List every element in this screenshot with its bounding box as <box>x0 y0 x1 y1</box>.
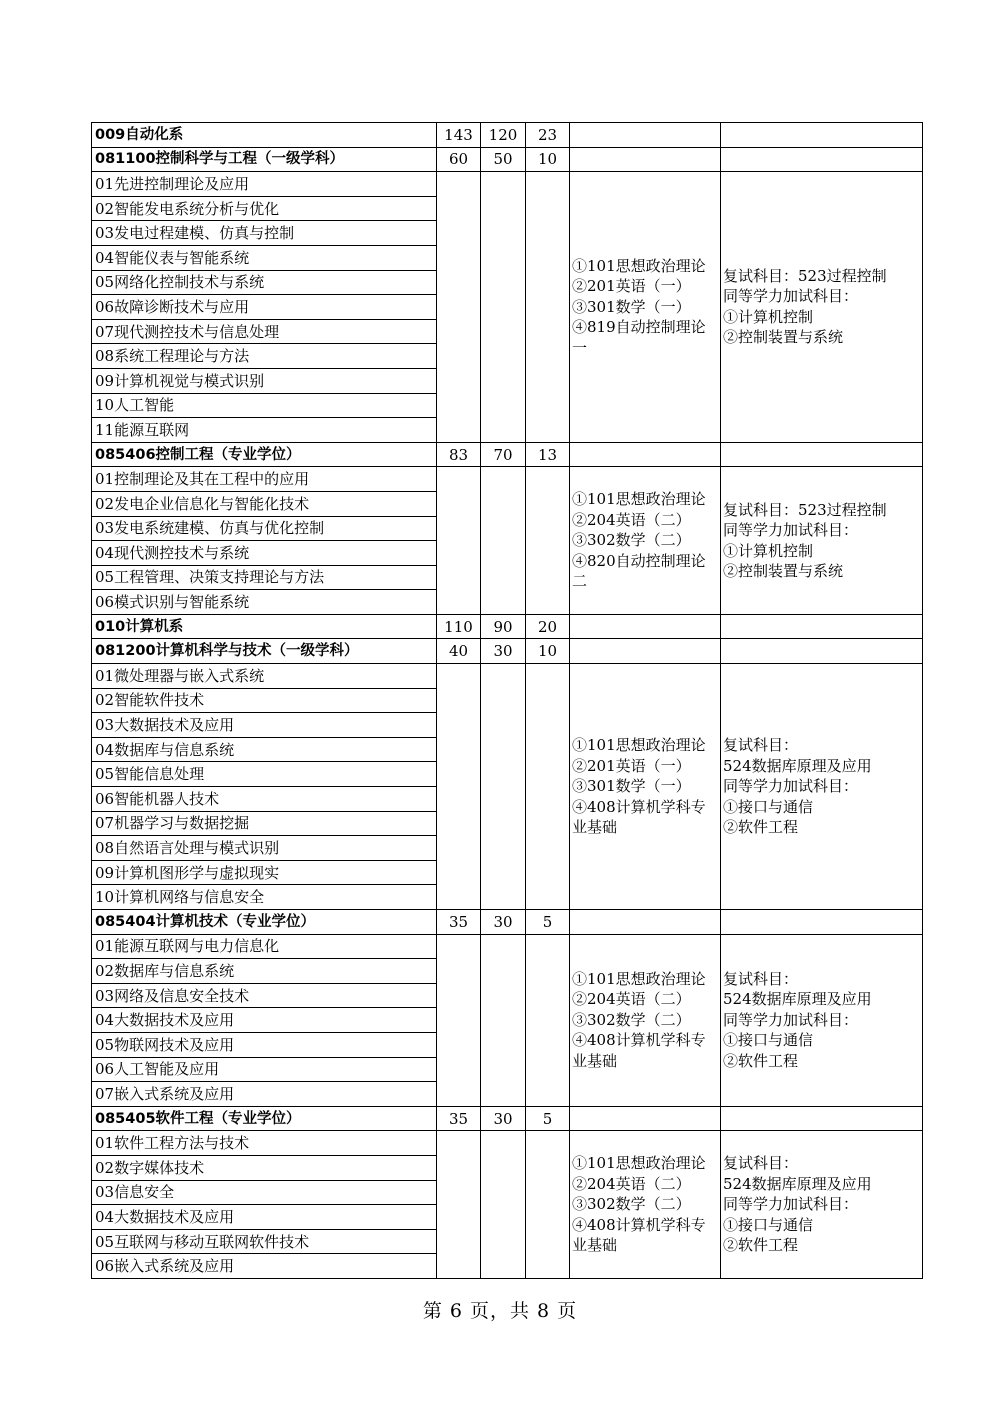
parttime-quota: 20 <box>526 614 570 639</box>
note-line: ②控制装置与系统 <box>723 562 844 581</box>
research-direction: 02发电企业信息化与智能化技术 <box>92 491 437 516</box>
research-direction: 02数据库与信息系统 <box>92 959 437 984</box>
exam-subject-line: ④819自动控制理论 <box>572 318 706 337</box>
exam-subject-line: ①101思想政治理论 <box>572 490 706 509</box>
research-direction: 05工程管理、决策支持理论与方法 <box>92 565 437 590</box>
exam-subjects <box>570 1131 721 1279</box>
major-title: 081200计算机科学与技术（一级学科） <box>92 639 437 664</box>
quota-spacer <box>481 934 526 1106</box>
exam-subjects <box>570 664 721 910</box>
department-row <box>92 123 923 148</box>
research-direction: 05网络化控制技术与系统 <box>92 270 437 295</box>
total-quota: 60 <box>437 147 481 172</box>
notes-cell-empty <box>721 639 923 664</box>
exam-cell-empty <box>570 442 721 467</box>
total-quota: 35 <box>437 910 481 935</box>
research-direction: 03发电系统建模、仿真与优化控制 <box>92 516 437 541</box>
research-direction: 01控制理论及其在工程中的应用 <box>92 467 437 492</box>
research-direction: 03信息安全 <box>92 1180 437 1205</box>
research-direction: 09计算机视觉与模式识别 <box>92 368 437 393</box>
note-line: 同等学力加试科目： <box>723 521 859 540</box>
note-line: 复试科目： <box>723 736 799 755</box>
total-quota: 35 <box>437 1106 481 1131</box>
research-direction: 04数据库与信息系统 <box>92 737 437 762</box>
research-direction: 02数字媒体技术 <box>92 1155 437 1180</box>
research-direction: 03发电过程建模、仿真与控制 <box>92 221 437 246</box>
major-row <box>92 639 923 664</box>
exam-subject-line: 二 <box>572 572 588 591</box>
note-line: ①接口与通信 <box>723 1031 814 1050</box>
exam-subject-line: ④408计算机学科专 <box>572 1031 706 1050</box>
research-direction: 11能源互联网 <box>92 418 437 443</box>
note-line: ②软件工程 <box>723 818 799 837</box>
note-line: 同等学力加试科目： <box>723 1010 859 1029</box>
research-direction: 06智能机器人技术 <box>92 787 437 812</box>
research-direction: 10计算机网络与信息安全 <box>92 885 437 910</box>
exam-cell-empty <box>570 910 721 935</box>
fulltime-quota: 30 <box>481 639 526 664</box>
major-title: 081100控制科学与工程（一级学科） <box>92 147 437 172</box>
notes-cell-empty <box>721 910 923 935</box>
quota-spacer <box>526 664 570 910</box>
quota-spacer <box>481 467 526 615</box>
research-direction: 01软件工程方法与技术 <box>92 1131 437 1156</box>
research-direction: 04大数据技术及应用 <box>92 1205 437 1230</box>
note-line: 同等学力加试科目： <box>723 777 859 796</box>
exam-subject-line: ②201英语（一） <box>572 277 691 296</box>
direction-row <box>92 1131 923 1156</box>
fulltime-quota: 70 <box>481 442 526 467</box>
note-line: 复试科目：523过程控制 <box>723 500 887 519</box>
admissions-table <box>91 122 923 1279</box>
exam-subject-line: ④408计算机学科专 <box>572 797 706 816</box>
page-footer: 第 6 页，共 8 页 <box>422 1300 578 1322</box>
exam-cell-empty <box>570 147 721 172</box>
research-direction: 10人工智能 <box>92 393 437 418</box>
note-line: ①接口与通信 <box>723 797 814 816</box>
exam-subject-line: ③302数学（二） <box>572 1010 691 1029</box>
quota-spacer <box>481 1131 526 1279</box>
research-direction: 08系统工程理论与方法 <box>92 344 437 369</box>
fulltime-quota: 30 <box>481 1106 526 1131</box>
notes-cell-empty <box>721 614 923 639</box>
research-direction: 03网络及信息安全技术 <box>92 983 437 1008</box>
research-direction: 06故障诊断技术与应用 <box>92 295 437 320</box>
fulltime-quota: 90 <box>481 614 526 639</box>
quota-spacer <box>526 467 570 615</box>
research-direction: 01先进控制理论及应用 <box>92 172 437 197</box>
exam-subject-line: ③302数学（二） <box>572 531 691 550</box>
note-line: ②控制装置与系统 <box>723 328 844 347</box>
major-row <box>92 147 923 172</box>
parttime-quota: 5 <box>526 910 570 935</box>
research-direction: 05物联网技术及应用 <box>92 1032 437 1057</box>
major-row <box>92 910 923 935</box>
retest-notes <box>721 172 923 443</box>
note-line: 同等学力加试科目： <box>723 1195 859 1214</box>
exam-subject-line: ③302数学（二） <box>572 1195 691 1214</box>
note-line: 复试科目： <box>723 1154 799 1173</box>
exam-cell-empty <box>570 123 721 148</box>
major-title: 085406控制工程（专业学位） <box>92 442 437 467</box>
quota-spacer <box>526 1131 570 1279</box>
parttime-quota: 10 <box>526 639 570 664</box>
fulltime-quota: 30 <box>481 910 526 935</box>
note-line: 复试科目：523过程控制 <box>723 266 887 285</box>
research-direction: 01能源互联网与电力信息化 <box>92 934 437 959</box>
department-title: 010计算机系 <box>92 614 437 639</box>
total-quota: 83 <box>437 442 481 467</box>
exam-cell-empty <box>570 1106 721 1131</box>
research-direction: 03大数据技术及应用 <box>92 713 437 738</box>
retest-notes <box>721 1131 923 1279</box>
exam-subject-line: 业基础 <box>572 1236 618 1255</box>
direction-row <box>92 467 923 492</box>
retest-notes <box>721 664 923 910</box>
retest-notes <box>721 467 923 615</box>
research-direction: 05互联网与移动互联网软件技术 <box>92 1229 437 1254</box>
major-row <box>92 442 923 467</box>
exam-subject-line: ③301数学（一） <box>572 297 691 316</box>
note-line: ①计算机控制 <box>723 541 814 560</box>
note-line: ①接口与通信 <box>723 1215 814 1234</box>
exam-subject-line: ④408计算机学科专 <box>572 1215 706 1234</box>
note-line: 524数据库原理及应用 <box>723 990 872 1009</box>
exam-subject-line: ②204英语（二） <box>572 1174 691 1193</box>
parttime-quota: 23 <box>526 123 570 148</box>
quota-spacer <box>437 934 481 1106</box>
research-direction: 06人工智能及应用 <box>92 1057 437 1082</box>
exam-subject-line: 业基础 <box>572 1051 618 1070</box>
research-direction: 07嵌入式系统及应用 <box>92 1082 437 1107</box>
research-direction: 06嵌入式系统及应用 <box>92 1254 437 1279</box>
note-line: 复试科目： <box>723 969 799 988</box>
exam-subject-line: ②201英语（一） <box>572 756 691 775</box>
research-direction: 09计算机图形学与虚拟现实 <box>92 860 437 885</box>
research-direction: 02智能软件技术 <box>92 688 437 713</box>
quota-spacer <box>437 1131 481 1279</box>
exam-subject-line: 业基础 <box>572 818 618 837</box>
direction-row <box>92 934 923 959</box>
note-line: ②软件工程 <box>723 1236 799 1255</box>
note-line: ①计算机控制 <box>723 307 814 326</box>
research-direction: 06模式识别与智能系统 <box>92 590 437 615</box>
direction-row <box>92 664 923 689</box>
fulltime-quota: 50 <box>481 147 526 172</box>
research-direction: 05智能信息处理 <box>92 762 437 787</box>
research-direction: 01微处理器与嵌入式系统 <box>92 664 437 689</box>
exam-cell-empty <box>570 614 721 639</box>
notes-cell-empty <box>721 442 923 467</box>
exam-subject-line: ①101思想政治理论 <box>572 256 706 275</box>
exam-subject-line: ①101思想政治理论 <box>572 969 706 988</box>
note-line: 524数据库原理及应用 <box>723 1174 872 1193</box>
notes-cell-empty <box>721 123 923 148</box>
total-quota: 143 <box>437 123 481 148</box>
major-title: 085404计算机技术（专业学位） <box>92 910 437 935</box>
exam-cell-empty <box>570 639 721 664</box>
exam-subject-line: ②204英语（二） <box>572 990 691 1009</box>
department-row <box>92 614 923 639</box>
quota-spacer <box>437 467 481 615</box>
research-direction: 07机器学习与数据挖掘 <box>92 811 437 836</box>
notes-cell-empty <box>721 1106 923 1131</box>
exam-subject-line: ④820自动控制理论 <box>572 551 706 570</box>
department-title: 009自动化系 <box>92 123 437 148</box>
research-direction: 08自然语言处理与模式识别 <box>92 836 437 861</box>
exam-subjects <box>570 172 721 443</box>
research-direction: 04大数据技术及应用 <box>92 1008 437 1033</box>
total-quota: 40 <box>437 639 481 664</box>
direction-row <box>92 172 923 197</box>
exam-subject-line: ②204英语（二） <box>572 510 691 529</box>
exam-subjects <box>570 934 721 1106</box>
exam-subject-line: 一 <box>572 338 588 357</box>
parttime-quota: 13 <box>526 442 570 467</box>
research-direction: 02智能发电系统分析与优化 <box>92 196 437 221</box>
quota-spacer <box>481 172 526 443</box>
exam-subject-line: ①101思想政治理论 <box>572 1154 706 1173</box>
note-line: 524数据库原理及应用 <box>723 756 872 775</box>
quota-spacer <box>437 172 481 443</box>
major-title: 085405软件工程（专业学位） <box>92 1106 437 1131</box>
notes-cell-empty <box>721 147 923 172</box>
fulltime-quota: 120 <box>481 123 526 148</box>
parttime-quota: 5 <box>526 1106 570 1131</box>
exam-subjects <box>570 467 721 615</box>
quota-spacer <box>437 664 481 910</box>
research-direction: 04现代测控技术与系统 <box>92 541 437 566</box>
total-quota: 110 <box>437 614 481 639</box>
note-line: ②软件工程 <box>723 1051 799 1070</box>
quota-spacer <box>526 172 570 443</box>
exam-subject-line: ①101思想政治理论 <box>572 736 706 755</box>
quota-spacer <box>526 934 570 1106</box>
research-direction: 04智能仪表与智能系统 <box>92 245 437 270</box>
parttime-quota: 10 <box>526 147 570 172</box>
retest-notes <box>721 934 923 1106</box>
exam-subject-line: ③301数学（一） <box>572 777 691 796</box>
major-row <box>92 1106 923 1131</box>
note-line: 同等学力加试科目： <box>723 287 859 306</box>
quota-spacer <box>481 664 526 910</box>
research-direction: 07现代测控技术与信息处理 <box>92 319 437 344</box>
